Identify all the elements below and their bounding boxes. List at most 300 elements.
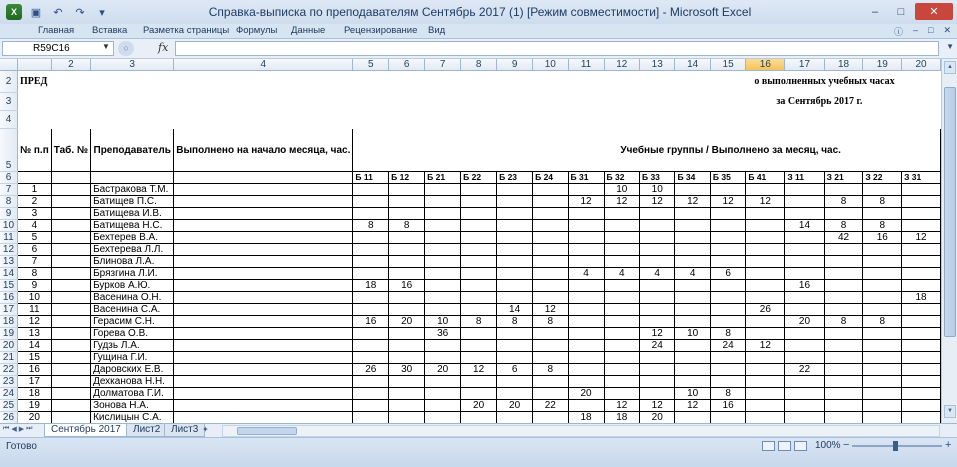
row-header[interactable]: 7 [0,184,17,196]
cell-hours[interactable] [675,352,710,364]
cell-hours[interactable]: 8 [710,388,745,400]
cell-hours[interactable] [425,412,461,424]
cell-hours[interactable] [604,220,639,232]
cell-hours[interactable] [863,244,902,256]
cell-hours[interactable]: 20 [639,412,674,424]
cell-hours[interactable]: 20 [497,400,533,412]
cell-num[interactable]: 20 [17,412,51,424]
excel-icon[interactable]: X [6,4,22,20]
cell-hours[interactable] [389,388,425,400]
cell-hours[interactable] [497,208,533,220]
cell-hours[interactable] [353,400,389,412]
cell-hours[interactable] [746,268,785,280]
cell-teacher[interactable]: Бастракова Т.М. [91,184,174,196]
cell-teacher[interactable]: Бехтерев В.А. [91,232,174,244]
cell-hours[interactable] [902,304,941,316]
cell-hours[interactable] [461,220,497,232]
page-break-view-icon[interactable] [794,441,807,451]
cell-tab-number[interactable] [51,352,90,364]
cell-hours[interactable] [425,220,461,232]
cell-hours[interactable] [389,304,425,316]
cell-done-at-start[interactable] [174,328,353,340]
cell-hours[interactable] [746,388,785,400]
cell-hours[interactable] [497,340,533,352]
cell-hours[interactable] [497,328,533,340]
column-header[interactable]: 2 [51,59,90,71]
cell-num[interactable]: 19 [17,400,51,412]
cell-hours[interactable] [389,352,425,364]
cell-tab-number[interactable] [51,304,90,316]
cell-hours[interactable] [639,364,674,376]
cell-hours[interactable] [746,400,785,412]
cell-hours[interactable] [863,352,902,364]
cell-hours[interactable] [568,400,604,412]
cell-hours[interactable] [604,352,639,364]
row-header[interactable]: 13 [0,256,17,268]
cell-hours[interactable] [604,388,639,400]
cell-hours[interactable] [353,268,389,280]
row-header[interactable]: 8 [0,196,17,208]
group-header-cell[interactable]: Б 33 [639,172,674,184]
row-header[interactable]: 16 [0,292,17,304]
cell-hours[interactable]: 10 [604,184,639,196]
cell-hours[interactable] [863,268,902,280]
cell-hours[interactable]: 8 [533,316,568,328]
blank-cell[interactable] [91,172,174,184]
cell-hours[interactable] [568,232,604,244]
cell-hours[interactable] [497,280,533,292]
cell-hours[interactable] [497,268,533,280]
cell-hours[interactable]: 8 [824,220,863,232]
row-header[interactable]: 23 [0,376,17,388]
cell-hours[interactable] [785,232,824,244]
cell-num[interactable]: 14 [17,340,51,352]
column-header[interactable]: 4 [174,59,353,71]
ribbon-restore-icon[interactable]: □ [928,25,934,35]
cell-tab-number[interactable] [51,268,90,280]
cell-hours[interactable] [461,256,497,268]
column-header[interactable]: 8 [461,59,497,71]
cell-hours[interactable]: 12 [902,232,941,244]
cell-hours[interactable] [604,292,639,304]
cell-hours[interactable] [604,208,639,220]
page-layout-view-icon[interactable] [778,441,791,451]
cell-teacher[interactable]: Бурков А.Ю. [91,280,174,292]
cell-hours[interactable] [824,244,863,256]
cell-hours[interactable]: 8 [863,316,902,328]
close-icon[interactable]: ✕ [915,3,953,20]
cell-tab-number[interactable] [51,280,90,292]
cell-hours[interactable] [746,208,785,220]
cell-hours[interactable] [863,412,902,424]
cell-hours[interactable] [785,340,824,352]
cell-hours[interactable] [785,412,824,424]
cell-hours[interactable]: 16 [353,316,389,328]
cell-num[interactable]: 6 [17,244,51,256]
cell-hours[interactable] [902,364,941,376]
cell-hours[interactable] [461,304,497,316]
column-header[interactable]: 3 [91,59,174,71]
cell-done-at-start[interactable] [174,232,353,244]
cell-hours[interactable] [746,316,785,328]
cell-hours[interactable] [710,220,745,232]
cell-hours[interactable] [568,340,604,352]
cell-hours[interactable]: 12 [710,196,745,208]
cell-hours[interactable]: 18 [568,412,604,424]
save-icon[interactable]: ▣ [30,6,42,19]
cell-hours[interactable]: 6 [497,364,533,376]
cell-hours[interactable] [353,292,389,304]
name-box[interactable]: R59C16 [2,41,114,56]
cell-hours[interactable] [824,256,863,268]
column-header[interactable]: 12 [604,59,639,71]
cell-hours[interactable] [746,364,785,376]
cell-hours[interactable]: 8 [533,364,568,376]
cell-hours[interactable] [902,400,941,412]
cell-hours[interactable] [675,316,710,328]
customize-icon[interactable]: ▾ [99,6,105,19]
cell-num[interactable]: 7 [17,256,51,268]
cell-hours[interactable] [902,196,941,208]
cell-hours[interactable] [497,232,533,244]
cell-hours[interactable] [604,328,639,340]
cell-hours[interactable] [461,340,497,352]
horizontal-scrollbar[interactable] [222,425,940,437]
cell-hours[interactable] [675,280,710,292]
cell-hours[interactable] [902,328,941,340]
cell-hours[interactable]: 4 [604,268,639,280]
cell-hours[interactable] [710,208,745,220]
cell-hours[interactable]: 16 [863,232,902,244]
cell-hours[interactable] [639,256,674,268]
cell-hours[interactable] [639,208,674,220]
cell-hours[interactable]: 24 [710,340,745,352]
cell-hours[interactable] [824,184,863,196]
cell-teacher[interactable]: Васенина С.А. [91,304,174,316]
cell-hours[interactable] [604,304,639,316]
cell-tab-number[interactable] [51,196,90,208]
cell-hours[interactable] [902,388,941,400]
cell-hours[interactable]: 12 [746,340,785,352]
row-header[interactable]: 9 [0,208,17,220]
cell-hours[interactable] [675,184,710,196]
cell-hours[interactable] [863,208,902,220]
blank-cell[interactable] [91,71,746,93]
row-header[interactable]: 25 [0,400,17,412]
cell-done-at-start[interactable] [174,304,353,316]
cell-hours[interactable] [604,232,639,244]
cell-teacher[interactable]: Герасим С.Н. [91,316,174,328]
redo-icon[interactable]: ↷ [75,6,85,19]
cell-done-at-start[interactable] [174,220,353,232]
cell-teacher[interactable]: Дехканова Н.Н. [91,376,174,388]
cell-teacher[interactable]: Васенина О.Н. [91,292,174,304]
cell-hours[interactable] [461,412,497,424]
cell-hours[interactable] [425,388,461,400]
cell-hours[interactable] [353,352,389,364]
ribbon-minimize-icon[interactable]: – [913,25,919,35]
cell-hours[interactable] [902,256,941,268]
cell-hours[interactable] [710,256,745,268]
cell-hours[interactable] [902,184,941,196]
cell-teacher[interactable]: Блинова Л.А. [91,256,174,268]
cell-hours[interactable] [746,184,785,196]
cell-done-at-start[interactable] [174,340,353,352]
cell-hours[interactable] [746,412,785,424]
row-header[interactable]: 5 [0,129,17,172]
cell-hours[interactable] [902,316,941,328]
cell-hours[interactable]: 14 [497,304,533,316]
cell-hours[interactable] [675,220,710,232]
cell-hours[interactable] [604,256,639,268]
cell-hours[interactable] [389,292,425,304]
cell-done-at-start[interactable] [174,244,353,256]
cell-hours[interactable] [604,244,639,256]
cell-hours[interactable] [785,400,824,412]
cell-hours[interactable]: 4 [568,268,604,280]
cell-hours[interactable] [497,184,533,196]
column-header[interactable]: 16 [746,59,785,71]
cell-hours[interactable] [675,304,710,316]
cell-hours[interactable] [389,256,425,268]
undo-icon[interactable]: ↶ [53,6,63,19]
cell-hours[interactable] [746,328,785,340]
cell-hours[interactable] [389,244,425,256]
tab-page-layout[interactable]: Разметка страницы [143,25,230,36]
cell-done-at-start[interactable] [174,292,353,304]
name-box-dropdown-icon[interactable]: ▼ [102,42,110,51]
cell-hours[interactable] [710,412,745,424]
cell-hours[interactable] [639,220,674,232]
minimize-icon[interactable]: – [871,5,879,18]
cell-hours[interactable] [902,244,941,256]
cell-hours[interactable] [568,376,604,388]
cell-hours[interactable] [639,280,674,292]
row-header[interactable]: 2 [0,71,17,93]
cell-hours[interactable]: 8 [824,316,863,328]
cell-hours[interactable] [639,244,674,256]
cell-hours[interactable] [533,256,568,268]
cell-hours[interactable]: 10 [425,316,461,328]
cell-hours[interactable]: 12 [533,304,568,316]
cell-hours[interactable] [902,280,941,292]
cell-teacher[interactable]: Брязгина Л.И. [91,268,174,280]
cell-hours[interactable] [785,256,824,268]
group-header-cell[interactable]: Б 41 [746,172,785,184]
cell-hours[interactable] [863,376,902,388]
cell-hours[interactable] [353,328,389,340]
cell-hours[interactable]: 20 [785,316,824,328]
cell-hours[interactable] [389,340,425,352]
cell-hours[interactable] [425,232,461,244]
zoom-out-icon[interactable]: − [843,439,850,451]
cell-hours[interactable] [568,208,604,220]
cell-hours[interactable] [568,352,604,364]
cell-teacher[interactable]: Батищева Н.С. [91,220,174,232]
cell-hours[interactable]: 10 [639,184,674,196]
cell-done-at-start[interactable] [174,268,353,280]
cell-hours[interactable] [675,376,710,388]
cell-hours[interactable] [389,232,425,244]
row-header[interactable]: 15 [0,280,17,292]
cell-hours[interactable]: 4 [639,268,674,280]
cell-hours[interactable] [710,280,745,292]
insert-sheet-icon[interactable]: ✦ [202,425,209,434]
cell-hours[interactable] [710,292,745,304]
cell-hours[interactable]: 4 [675,268,710,280]
cell-hours[interactable] [785,292,824,304]
horizontal-scroll-thumb[interactable] [237,427,297,435]
cell-done-at-start[interactable] [174,316,353,328]
cell-hours[interactable]: 16 [389,280,425,292]
cell-hours[interactable]: 18 [902,292,941,304]
tab-review[interactable]: Рецензирование [344,25,418,36]
cell-hours[interactable] [533,340,568,352]
cell-tab-number[interactable] [51,364,90,376]
cell-hours[interactable]: 8 [497,316,533,328]
cell-teacher[interactable]: Батищева И.В. [91,208,174,220]
group-header-cell[interactable]: З 31 [902,172,941,184]
cell-hours[interactable]: 20 [461,400,497,412]
cell-hours[interactable] [461,244,497,256]
cell-num[interactable]: 9 [17,280,51,292]
cell-hours[interactable] [568,304,604,316]
cell-hours[interactable]: 8 [824,196,863,208]
cell-hours[interactable] [863,340,902,352]
cell-hours[interactable] [568,328,604,340]
row-header[interactable]: 6 [0,172,17,184]
cell-hours[interactable]: 30 [389,364,425,376]
scroll-down-icon[interactable]: ▼ [944,405,956,418]
cell-done-at-start[interactable] [174,412,353,424]
cell-hours[interactable] [568,220,604,232]
cell-hours[interactable]: 18 [353,280,389,292]
cell-tab-number[interactable] [51,328,90,340]
cell-hours[interactable] [902,352,941,364]
cell-hours[interactable] [824,364,863,376]
row-header[interactable]: 20 [0,340,17,352]
cell-hours[interactable] [604,376,639,388]
blank-cell[interactable] [17,93,745,111]
row-header[interactable]: 14 [0,268,17,280]
cell-hours[interactable] [389,400,425,412]
cell-teacher[interactable]: Гудзь Л.А. [91,340,174,352]
cell-hours[interactable] [461,196,497,208]
zoom-level[interactable]: 100% [815,440,841,451]
cell-tab-number[interactable] [51,292,90,304]
row-header[interactable]: 11 [0,232,17,244]
column-header[interactable]: 15 [710,59,745,71]
cell-tab-number[interactable] [51,340,90,352]
cell-hours[interactable] [863,256,902,268]
cell-hours[interactable] [675,232,710,244]
cell-num[interactable]: 4 [17,220,51,232]
blank-cell[interactable] [174,172,353,184]
group-header-cell[interactable]: Б 34 [675,172,710,184]
cell-done-at-start[interactable] [174,352,353,364]
cell-hours[interactable] [824,292,863,304]
cell-hours[interactable] [675,256,710,268]
normal-view-icon[interactable] [762,441,775,451]
cell-hours[interactable] [353,244,389,256]
cell-hours[interactable] [461,352,497,364]
cell-hours[interactable] [604,364,639,376]
vertical-scroll-thumb[interactable] [944,87,956,337]
cell-hours[interactable] [710,352,745,364]
cell-hours[interactable] [902,220,941,232]
cell-hours[interactable] [604,280,639,292]
cell-hours[interactable] [902,376,941,388]
cell-hours[interactable] [533,328,568,340]
cell-hours[interactable] [533,220,568,232]
tab-formulas[interactable]: Формулы [236,25,278,36]
column-header[interactable]: 10 [533,59,568,71]
cell-hours[interactable] [353,388,389,400]
column-header[interactable]: 13 [639,59,674,71]
cell-hours[interactable]: 12 [639,328,674,340]
cell-hours[interactable] [568,280,604,292]
blank-cell[interactable] [17,111,940,129]
cell-hours[interactable] [461,232,497,244]
maximize-icon[interactable]: □ [897,5,905,18]
cell-hours[interactable] [425,340,461,352]
column-header[interactable]: 9 [497,59,533,71]
cell-teacher[interactable]: Батищев П.С. [91,196,174,208]
cell-hours[interactable] [639,232,674,244]
cell-hours[interactable]: 6 [710,268,745,280]
cell-hours[interactable] [639,352,674,364]
row-header[interactable]: 10 [0,220,17,232]
expand-formula-bar-icon[interactable]: ▼ [946,42,954,51]
cell-hours[interactable]: 12 [568,196,604,208]
cell-hours[interactable]: 8 [710,328,745,340]
cell-hours[interactable] [533,244,568,256]
cell-hours[interactable]: 10 [675,388,710,400]
group-header-cell[interactable]: З 22 [863,172,902,184]
cell-hours[interactable] [710,244,745,256]
cell-hours[interactable]: 12 [604,400,639,412]
cell-hours[interactable] [824,268,863,280]
cell-hours[interactable] [785,388,824,400]
group-header-cell[interactable]: Б 21 [425,172,461,184]
cell-hours[interactable] [824,328,863,340]
cell-hours[interactable]: 20 [568,388,604,400]
cell-hours[interactable]: 12 [461,364,497,376]
cell-num[interactable]: 1 [17,184,51,196]
cell-hours[interactable] [389,208,425,220]
group-header-cell[interactable]: З 21 [824,172,863,184]
cell-tab-number[interactable] [51,244,90,256]
cell-hours[interactable] [785,328,824,340]
first-sheet-icon[interactable]: ⏮ [3,425,10,432]
cell-tab-number[interactable] [51,316,90,328]
next-sheet-icon[interactable]: ▶ [18,426,25,433]
cell-hours[interactable] [675,364,710,376]
cell-hours[interactable] [353,208,389,220]
cell-hours[interactable] [785,244,824,256]
group-header-cell[interactable]: Б 23 [497,172,533,184]
cell-hours[interactable] [710,376,745,388]
cell-hours[interactable] [639,376,674,388]
cell-hours[interactable] [710,232,745,244]
cell-hours[interactable] [461,280,497,292]
cell-hours[interactable] [353,232,389,244]
cell-done-at-start[interactable] [174,280,353,292]
cell-hours[interactable] [425,400,461,412]
cell-hours[interactable] [497,196,533,208]
cell-hours[interactable] [425,196,461,208]
cell-teacher[interactable]: Долматова Г.И. [91,388,174,400]
